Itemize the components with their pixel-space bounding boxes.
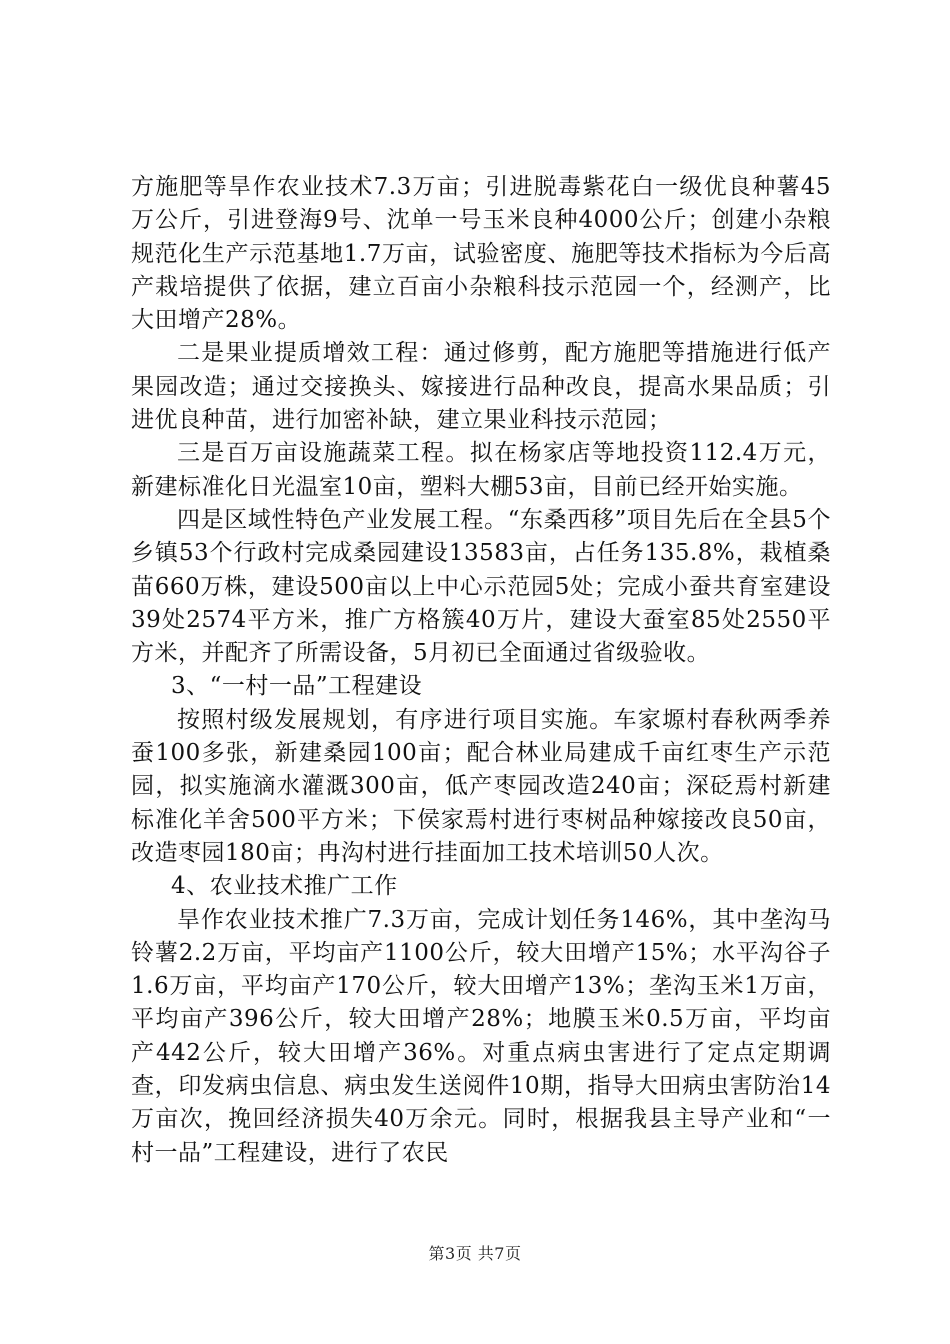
page-number-footer: 第3页 共7页 [428,1244,522,1263]
paragraph-fruit-project: 二是果业提质增效工程：通过修剪，配方施肥等措施进行低产果园改造；通过交接换头、嫁接进行品种改良，提高水果品质；引进优良种苗，进行加密补缺，建立果业科技示范园； [131,340,831,434]
paragraph-village-projects: 按照村级发展规划，有序进行项目实施。车家塬村春秋两季养蚕100多张，新建桑园100亩；配合林业局建成千亩红枣生产示范园，拟实施滴水灌溉300亩，低产枣园改造240亩；深砭焉村新建标准化羊舍500平方米；下侯家焉村进行枣树品种嫁接改良50亩，改造枣园180亩；冉沟村进行挂面加工技术培训50人次。 [131,706,831,866]
paragraph-sericulture-project: 四是区域性特色产业发展工程。“东桑西移”项目先后在全县5个乡镇53个行政村完成桑园建设13583亩，占任务135.8%，栽植桑苗660万株，建设500亩以上中心示范园5处；完成小蚕共育室建设39处2574平方米，推广方格簇40万片，建设大蚕室85处2550平方米，并配齐了所需设备，5月初已全面通过省级验收。 [131,506,831,667]
paragraph-vegetable-project: 三是百万亩设施蔬菜工程。拟在杨家店等地投资112.4万元，新建标准化日光温室10亩，塑料大棚53亩，目前已经开始实施。 [131,440,831,500]
document-body [131,171,831,1170]
paragraph-continuation: 方施肥等旱作农业技术7.3万亩；引进脱毒紫花白一级优良种薯45万公斤，引进登海9号、沈单一号玉米良种4000公斤；创建小杂粮规范化生产示范基地1.7万亩，试验密度、施肥等技术指标为今后高产栽培提供了依据，建立百亩小杂粮科技示范园一个，经测产，比大田增产28%。 [131,174,831,334]
section-heading-tech-promotion: 4、农业技术推广工作 [171,873,398,900]
section-heading-one-village: 3、“一村一品”工程建设 [171,673,423,700]
paragraph-tech-promotion: 旱作农业技术推广7.3万亩，完成计划任务146%，其中垄沟马铃薯2.2万亩，平均亩产1100公斤，较大田增产15%；水平沟谷子1.6万亩，平均亩产170公斤，较大田增产13%；垄沟玉米1万亩，平均亩产396公斤，较大田增产28%；地膜玉米0.5万亩，平均亩产442公斤，较大田增产36%。对重点病虫害进行了定点定期调查，印发病虫信息、病虫发生送阅件10期，指导大田病虫害防治14万亩次，挽回经济损失40万余元。同时，根据我县主导产业和“一村一品”工程建设，进行了农民 [131,906,831,1166]
